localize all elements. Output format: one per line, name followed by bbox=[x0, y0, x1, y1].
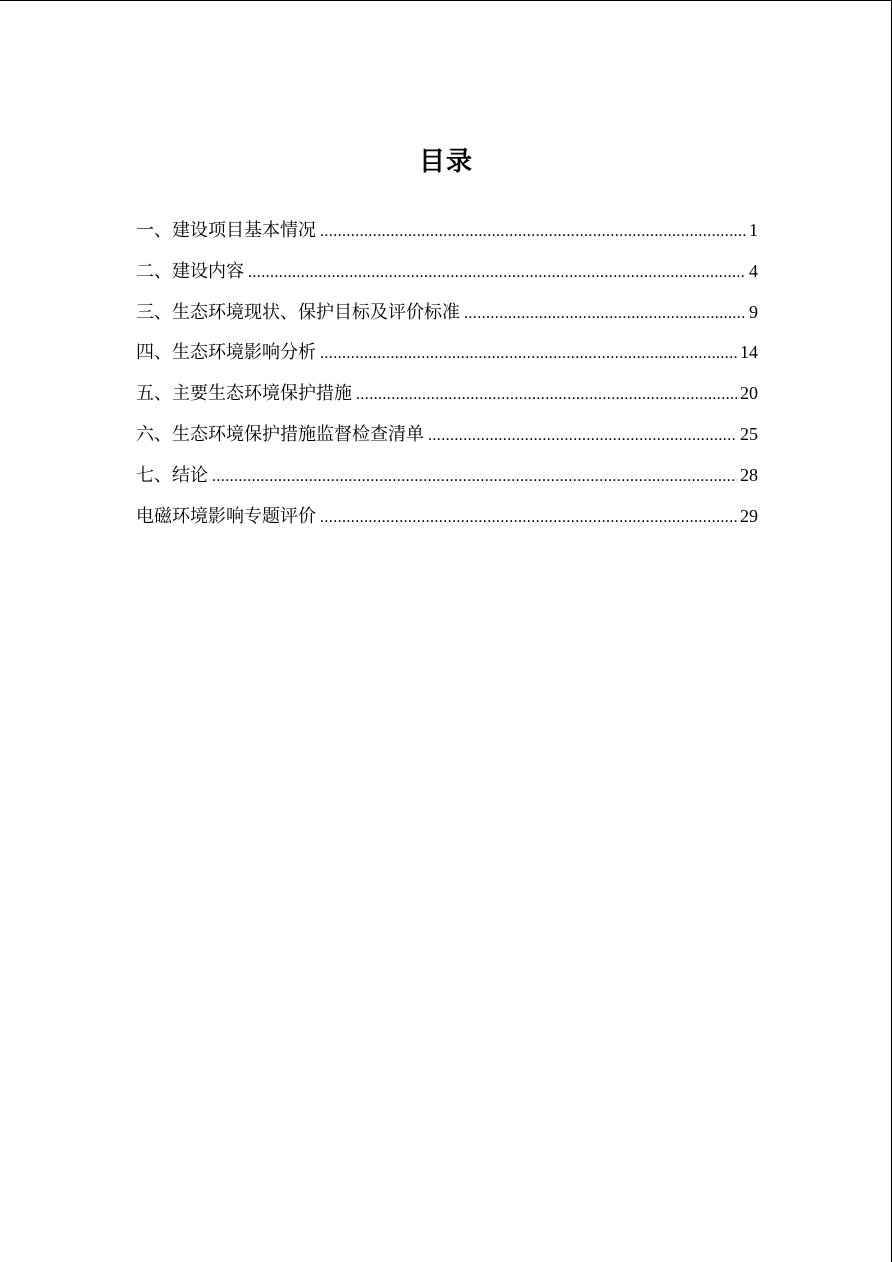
toc-page-number: 4 bbox=[749, 260, 758, 281]
toc-dot-leader bbox=[212, 461, 737, 493]
toc-page-number: 28 bbox=[740, 464, 758, 485]
toc-entry[interactable] bbox=[136, 336, 758, 377]
toc-entry[interactable] bbox=[136, 459, 758, 500]
toc-page-number: 20 bbox=[740, 383, 758, 404]
toc-dot-leader bbox=[320, 216, 746, 248]
page-top-border bbox=[0, 0, 892, 1]
toc-dot-leader bbox=[248, 257, 746, 289]
toc-page-number: 1 bbox=[749, 220, 758, 240]
table-of-contents bbox=[136, 214, 758, 540]
toc-entry[interactable] bbox=[136, 296, 758, 337]
toc-page-number: 14 bbox=[740, 342, 758, 363]
toc-entry-label: 一、建设项目基本情况 bbox=[136, 220, 316, 241]
toc-entry[interactable] bbox=[136, 214, 758, 255]
toc-entry-label: 电磁环境影响专题评价 bbox=[136, 505, 316, 527]
toc-entry[interactable] bbox=[136, 255, 758, 296]
toc-dot-leader bbox=[356, 379, 737, 411]
toc-dot-leader bbox=[464, 298, 746, 330]
toc-page-number: 29 bbox=[740, 505, 758, 526]
toc-dot-leader bbox=[320, 338, 737, 370]
toc-entry-label: 二、建设内容 bbox=[136, 260, 244, 282]
toc-page-number: 9 bbox=[749, 301, 758, 322]
toc-entry-label: 四、生态环境影响分析 bbox=[136, 342, 316, 364]
toc-entry-label: 三、生态环境现状、保护目标及评价标准 bbox=[136, 301, 460, 323]
toc-dot-leader bbox=[320, 502, 737, 534]
toc-entry-label: 六、生态环境保护措施监督检查清单 bbox=[136, 423, 424, 445]
toc-page-number: 25 bbox=[740, 423, 758, 444]
toc-entry-label: 七、结论 bbox=[136, 464, 208, 486]
page-title: 目录 bbox=[418, 147, 473, 177]
toc-dot-leader bbox=[428, 420, 737, 452]
toc-entry[interactable] bbox=[136, 500, 758, 541]
toc-entry[interactable] bbox=[136, 377, 758, 418]
toc-entry[interactable] bbox=[136, 418, 758, 459]
toc-entry-label: 五、主要生态环境保护措施 bbox=[136, 383, 352, 405]
